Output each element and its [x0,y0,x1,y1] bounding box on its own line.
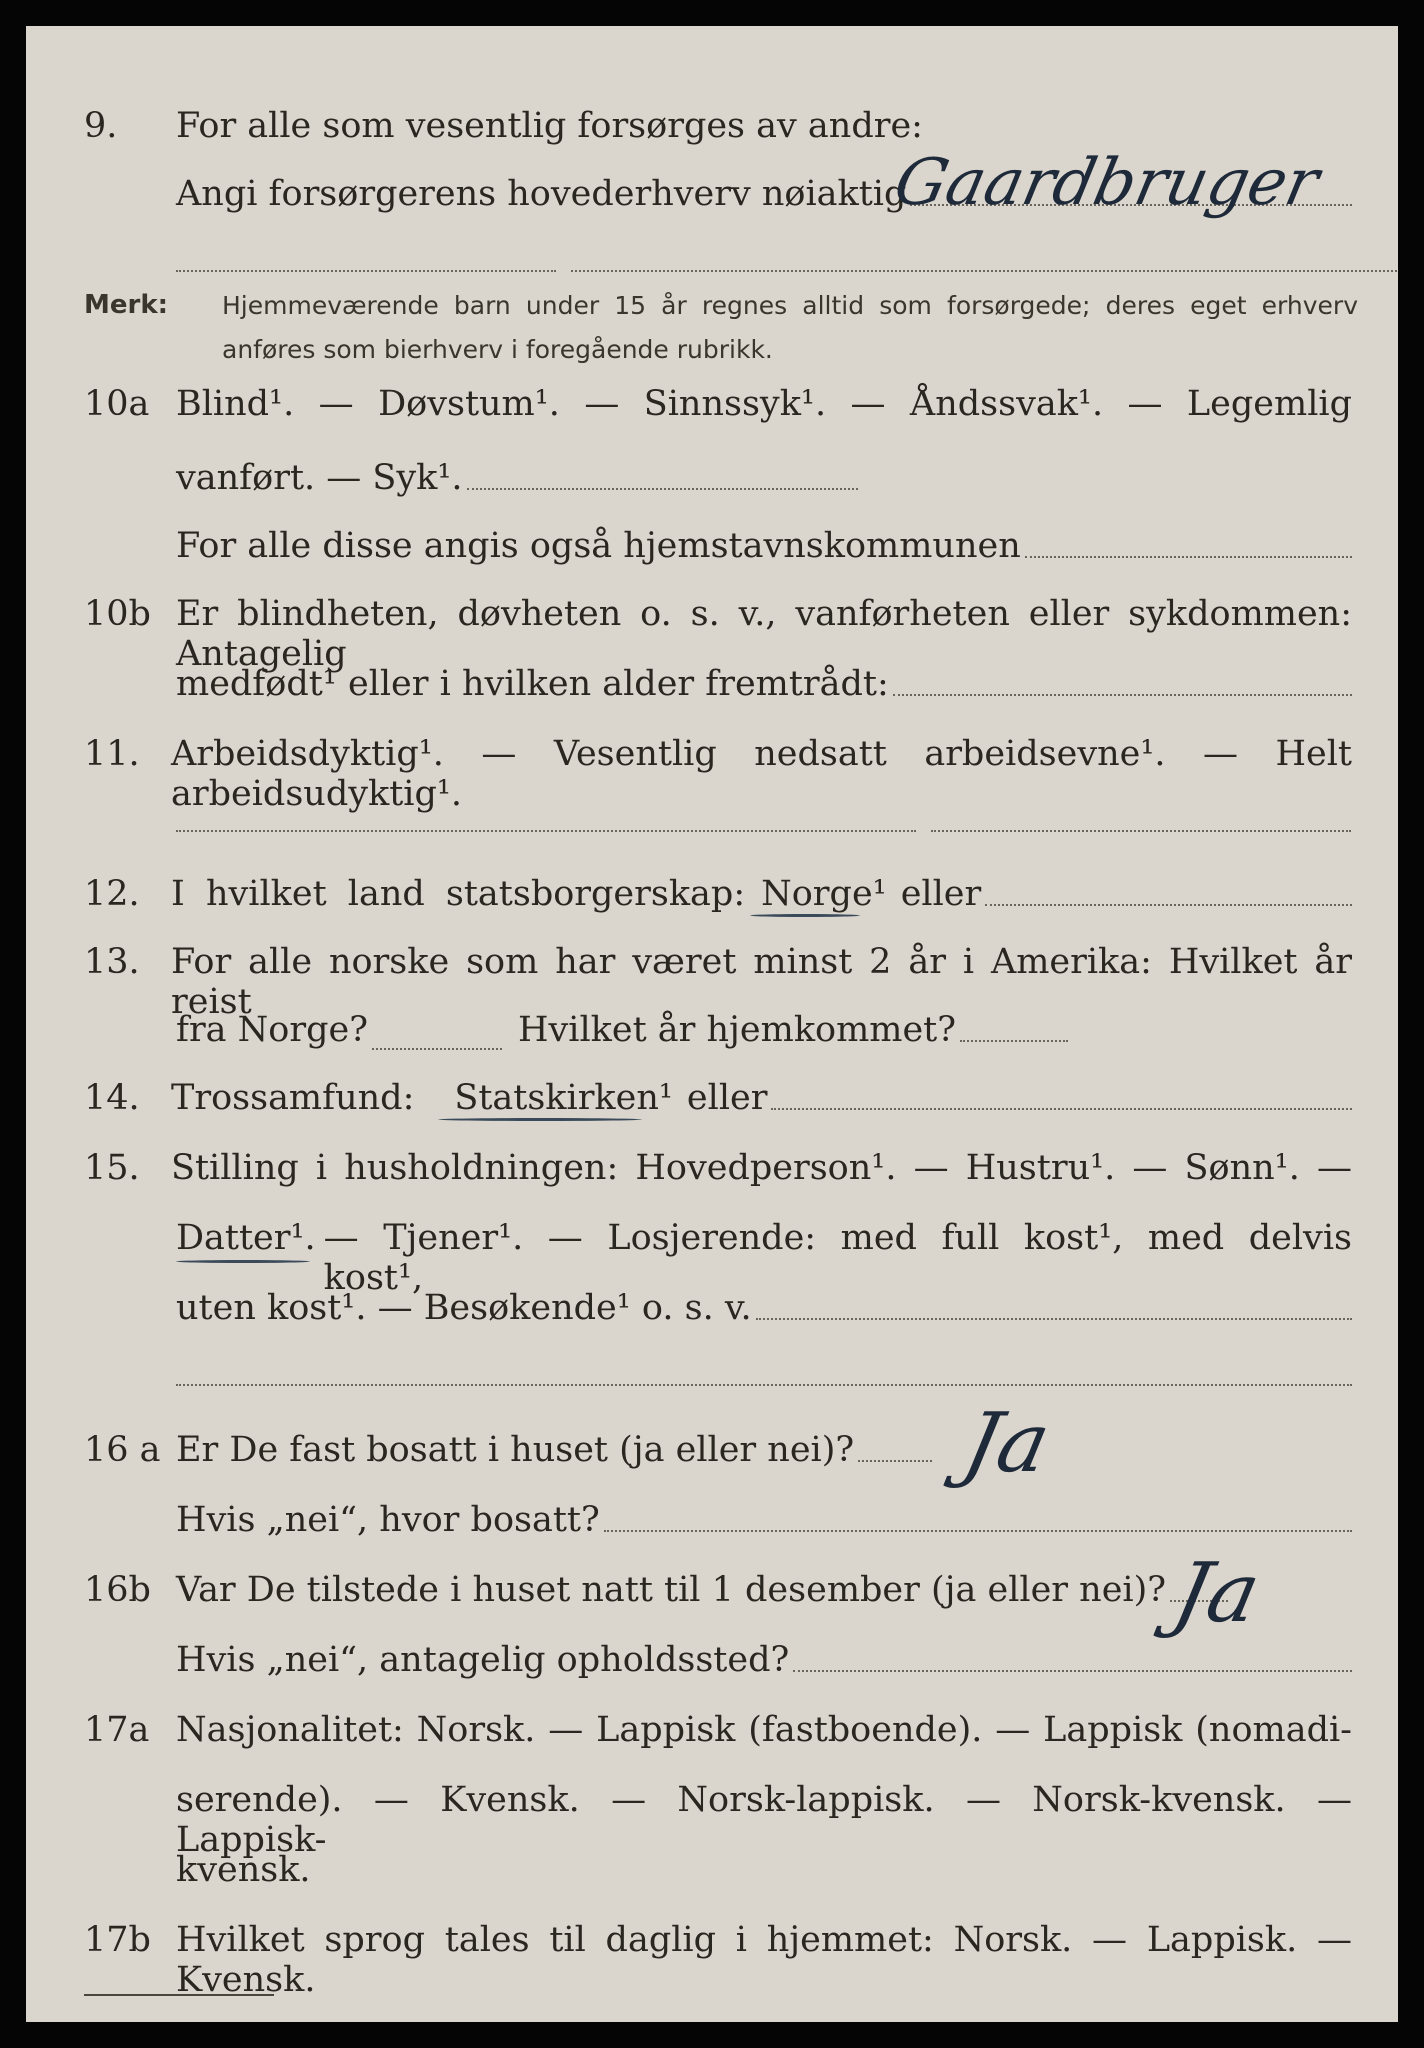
q9-text1: For alle som vesentlig forsørges av andre: [176,106,923,146]
q9-number: 9. [84,106,118,146]
q16a-number: 16 a [84,1430,161,1470]
q15-text2: — Tjener¹. — Losjerende: med full kost¹, med delvis kost¹, [323,1218,1352,1298]
q13-text2a: fra Norge? [176,1010,368,1050]
q16b-text2: Hvis „nei“, antagelig opholdssted? [176,1640,790,1680]
q11-dotted-line-a [176,830,916,832]
q11-number: 11. [84,734,140,774]
q16b-opholdssted-field[interactable] [793,1670,1352,1672]
q14-statskirken-underline [438,1118,642,1121]
q10b-text1: Er blindheten, døvheten o. s. v., vanførheten eller sykdommen: Antagelig [176,594,1352,674]
q10a-text3: For alle disse angis også hjemstavnskommunen [176,526,1021,566]
q16a-bosatt-field[interactable] [604,1530,1352,1532]
q10a-number: 10a [84,384,150,424]
q12-text-b: eller [900,874,982,914]
q12-answer-field[interactable] [985,904,1352,906]
q14-statskirken-option[interactable]: Statskirken¹ [454,1078,673,1118]
q15-answer-field[interactable] [756,1318,1352,1320]
q12-norge-option[interactable]: Norge¹ [761,874,887,914]
q16a-text1: Er De fast bosatt i huset (ja eller nei)? [176,1430,855,1470]
q16a-answer-field[interactable] [858,1460,932,1462]
q13-text1: For alle norske som har været minst 2 år i Amerika: Hvilket år reist [171,942,1352,1022]
q16b-number: 16b [84,1570,151,1610]
q17a-text3: kvensk. [176,1850,311,1890]
q9-dotted-line-a [176,270,556,272]
q10a-hjemstavn-field[interactable] [1025,556,1352,558]
q11-text1: Arbeidsdyktig¹. — Vesentlig nedsatt arbeidsevne¹. — Helt arbeidsudyktig¹. [171,734,1352,814]
q14-text-b: eller [686,1078,768,1118]
q17a-text1: Nasjonalitet: Norsk. — Lappisk (fastboende). — Lappisk (nomadi- [176,1710,1352,1750]
q14-number: 14. [84,1078,140,1118]
q17b-text1: Hvilket sprog tales til daglig i hjemmet: Norsk. — Lappisk. — Kvensk. [176,1920,1352,2000]
q17a-number: 17a [84,1710,150,1750]
footnote-rule [84,1994,274,1996]
q15-dotted-line [176,1384,1352,1386]
q12-text-a: I hvilket land statsborgerskap: [171,874,746,914]
merk-label: Merk: [84,290,169,320]
q16b-text1: Var De tilstede i huset natt til 1 desember (ja eller nei)? [176,1570,1167,1610]
q13-hjemkommet-field[interactable] [960,1040,1068,1042]
q15-datter-option[interactable]: Datter¹. [176,1218,316,1258]
q13-reist-field[interactable] [372,1046,502,1050]
q17a-text2: serende). — Kvensk. — Norsk-lappisk. — Norsk-kvensk. — Lappisk- [176,1780,1352,1860]
q10a-text2: vanført. — Syk¹. [176,458,463,498]
q10b-text2: medfødt¹ eller i hvilken alder fremtrådt: [176,664,889,704]
q13-text2b: Hvilket år hjemkommet? [518,1010,957,1050]
merk-text2: anføres som bierhverv i foregående rubrikk. [222,335,773,364]
q15-text1: Stilling i husholdningen: Hovedperson¹. — Hustru¹. — Sønn¹. — [171,1148,1352,1188]
q16a-handwritten-answer: Ja [955,1396,1058,1491]
q17b-number: 17b [84,1920,151,1960]
census-form-page [26,26,1398,2022]
q14-answer-field[interactable] [771,1108,1352,1110]
q11-dotted-line-b [931,830,1351,832]
q9-text2: Angi forsørgerens hovederhverv nøiaktig [176,174,907,214]
q14-text-a: Trossamfund: [171,1078,415,1118]
q9-handwritten-answer: Gaardbruger [888,146,1326,220]
q10a-answer-field[interactable] [467,488,859,490]
q12-number: 12. [84,874,140,914]
q13-number: 13. [84,942,140,982]
q16b-handwritten-answer: Ja [1165,1546,1268,1641]
merk-text1: Hjemmeværende barn under 15 år regnes alltid som forsørgede; deres eget erhverv [222,291,1358,320]
q9-dotted-line-b [571,270,1398,272]
q16a-text2: Hvis „nei“, hvor bosatt? [176,1500,600,1540]
q10b-number: 10b [84,594,151,634]
q10a-text1: Blind¹. — Døvstum¹. — Sinnssyk¹. — Åndssvak¹. — Legemlig [176,384,1352,424]
q15-text3: uten kost¹. — Besøkende¹ o. s. v. [176,1288,752,1328]
q15-datter-underline [176,1260,310,1263]
q12-norge-underline [750,914,860,917]
q15-number: 15. [84,1148,140,1188]
q10b-answer-field[interactable] [893,694,1352,696]
